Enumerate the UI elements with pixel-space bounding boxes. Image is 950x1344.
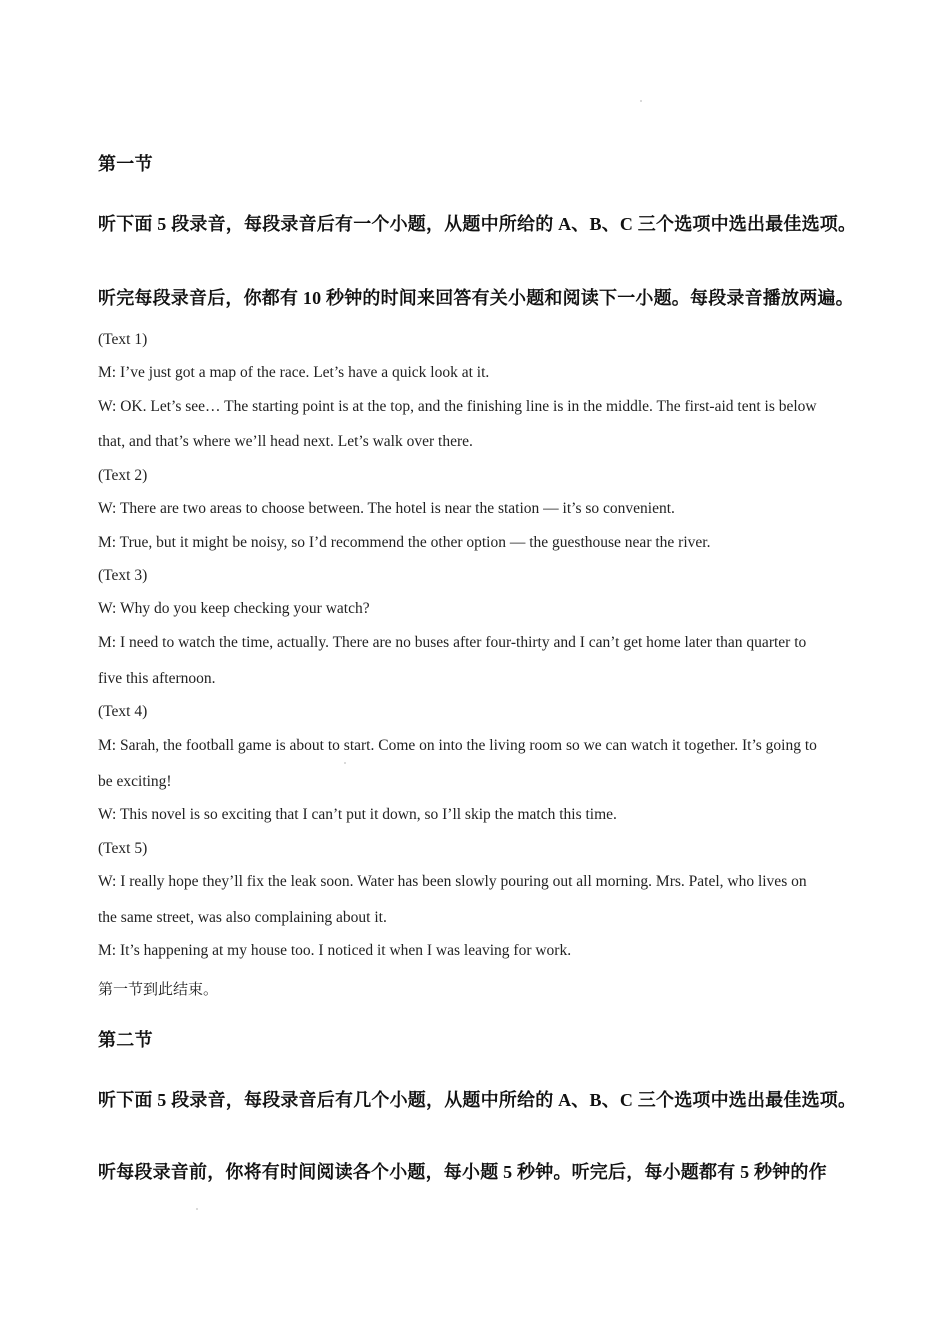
dialogue-line: W: This novel is so exciting that I can’t put it down, so I’ll skip the match this time. <box>98 806 617 823</box>
dialogue-line: M: I’ve just got a map of the race. Let’s have a quick look at it. <box>98 364 490 381</box>
text-label: (Text 1) <box>98 331 148 348</box>
scan-speck <box>640 100 642 102</box>
dialogue-line: the same street, was also complaining about it. <box>98 909 387 926</box>
text-label: (Text 5) <box>98 840 148 857</box>
dialogue-line: that, and that’s where we’ll head next. Let’s walk over there. <box>98 433 473 450</box>
section1-instruction-2: 听完每段录音后，你都有 10 秒钟的时间来回答有关小题和阅读下一小题。每段录音播放两遍。 <box>98 288 854 308</box>
section2-instruction-1: 听下面 5 段录音，每段录音后有几个小题，从题中所给的 A、B、C 三个选项中选出最佳选项。 <box>98 1090 857 1110</box>
dialogue-line: M: I need to watch the time, actually. There are no buses after four-thirty and I can’t get home later than quarter to <box>98 634 807 651</box>
dialogue-line: five this afternoon. <box>98 670 216 687</box>
section1-end-note: 第一节到此结束。 <box>98 982 219 998</box>
section2-instruction-2: 听每段录音前，你将有时间阅读各个小题，每小题 5 秒钟。听完后，每小题都有 5 秒钟的作 <box>98 1162 827 1182</box>
dialogue-line: M: It’s happening at my house too. I noticed it when I was leaving for work. <box>98 942 572 959</box>
section2-heading: 第二节 <box>98 1030 153 1050</box>
scan-speck <box>344 762 346 764</box>
section1-instruction-1: 听下面 5 段录音，每段录音后有一个小题，从题中所给的 A、B、C 三个选项中选出最佳选项。 <box>98 214 857 234</box>
dialogue-line: W: OK. Let’s see… The starting point is at the top, and the finishing line is in the middle. The first-aid tent is below <box>98 398 817 415</box>
dialogue-line: W: Why do you keep checking your watch? <box>98 600 370 617</box>
text-label: (Text 4) <box>98 703 148 720</box>
text-label: (Text 3) <box>98 567 148 584</box>
dialogue-line: W: I really hope they’ll fix the leak soon. Water has been slowly pouring out all morning. Mrs. Patel, who lives on <box>98 873 807 890</box>
dialogue-line: W: There are two areas to choose between. The hotel is near the station — it’s so convenient. <box>98 500 675 517</box>
dialogue-line: be exciting! <box>98 773 172 790</box>
section1-heading: 第一节 <box>98 154 153 174</box>
text-label: (Text 2) <box>98 467 148 484</box>
dialogue-line: M: True, but it might be noisy, so I’d recommend the other option — the guesthouse near the river. <box>98 534 711 551</box>
dialogue-line: M: Sarah, the football game is about to start. Come on into the living room so we can watch it together. It’s going to <box>98 737 817 754</box>
scan-speck <box>196 1208 198 1210</box>
